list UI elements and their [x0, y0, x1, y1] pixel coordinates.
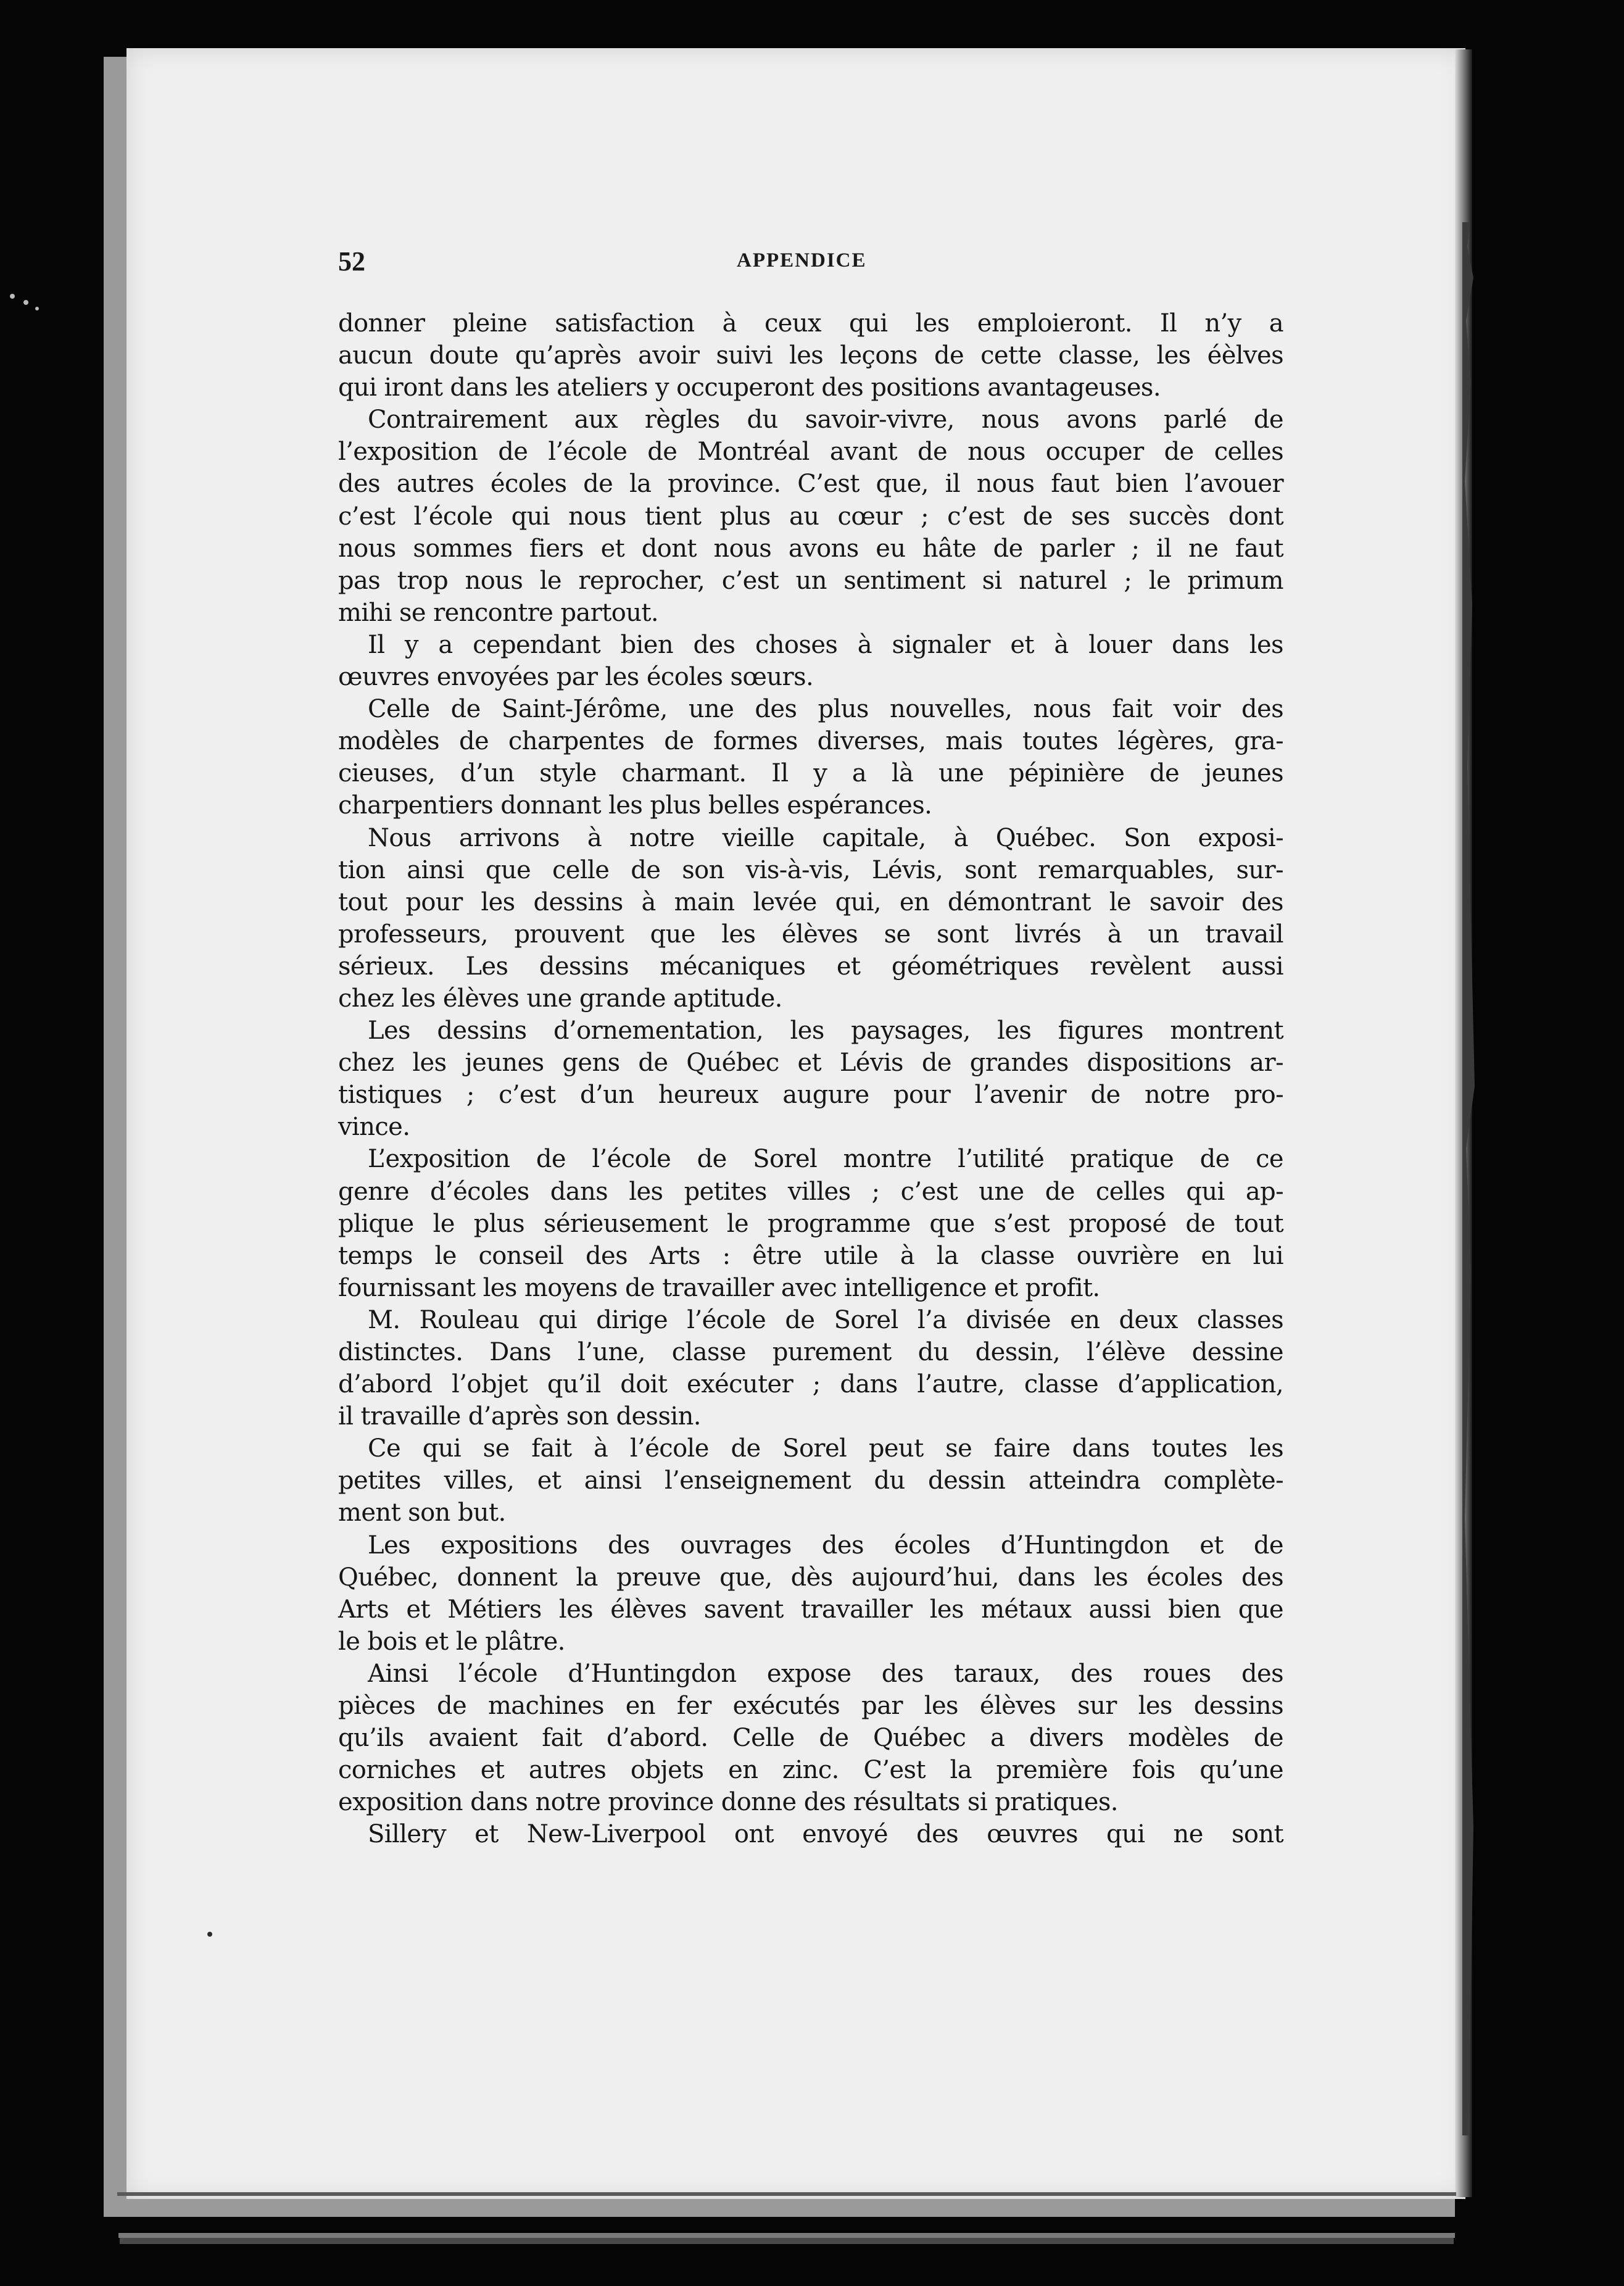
running-head: APPENDICE [737, 249, 867, 272]
text-line: petites villes, et ainsi l’enseignement du dessin atteindra complète- [338, 1466, 1283, 1495]
page-number: 52 [338, 246, 365, 276]
text-line: L’exposition de l’école de Sorel montre l’utilité pratique de ce [368, 1145, 1283, 1174]
text-line: tout pour les dessins à main levée qui, en démontrant le savoir des [338, 887, 1283, 916]
text-line: chez les jeunes gens de Québec et Lévis de grandes dispositions ar- [338, 1049, 1283, 1078]
margin-marks [0, 278, 68, 327]
text-line: d’abord l’objet qu’il doit exécuter ; dans l’autre, classe d’application, [338, 1370, 1283, 1399]
text-line: donner pleine satisfaction à ceux qui les emploieront. Il n’y a [338, 309, 1283, 338]
text-line: aucun doute qu’après avoir suivi les leçons de cette classe, les éèlves [338, 341, 1283, 370]
text-line: Les dessins d’ornementation, les paysages, les figures montrent [368, 1016, 1283, 1045]
text-line: qui iront dans les ateliers y occuperont des positions avantageuses. [338, 373, 1161, 402]
text-line: Ce qui se fait à l’école de Sorel peut se faire dans toutes les [368, 1434, 1283, 1463]
body-text [338, 307, 1283, 1851]
text-line: pièces de machines en fer exécutés par les élèves sur les dessins [338, 1692, 1283, 1721]
text-line: genre d’écoles dans les petites villes ; c’est une de celles qui ap- [338, 1177, 1283, 1206]
text-line: modèles de charpentes de formes diverses, mais toutes légères, gra- [338, 727, 1283, 756]
text-line: ment son but. [338, 1498, 506, 1527]
text-line: le bois et le plâtre. [338, 1627, 565, 1656]
text-line: c’est l’école qui nous tient plus au cœur ; c’est de ses succès dont [338, 502, 1283, 531]
text-line: nous sommes fiers et dont nous avons eu hâte de parler ; il ne faut [338, 534, 1283, 563]
text-line: il travaille d’après son dessin. [338, 1402, 701, 1431]
page-stack-bottom-edge [117, 2192, 1456, 2233]
page-header [338, 246, 1282, 283]
text-line: Contrairement aux règles du savoir-vivre, nous avons parlé de [368, 405, 1283, 434]
text-line: corniches et autres objets en zinc. C’est la première fois qu’une [338, 1756, 1283, 1785]
text-line: M. Rouleau qui dirige l’école de Sorel l’a divisée en deux classes [368, 1305, 1283, 1334]
text-line: chez les élèves une grande aptitude. [338, 984, 782, 1013]
text-line: qu’ils avaient fait d’abord. Celle de Québec a divers modèles de [338, 1724, 1283, 1753]
text-line: Québec, donnent la preuve que, dès aujourd’hui, dans les écoles des [338, 1563, 1283, 1592]
text-line: cieuses, d’un style charmant. Il y a là une pépinière de jeunes [338, 759, 1283, 788]
text-line: charpentiers donnant les plus belles espérances. [338, 791, 932, 820]
text-line: Nous arrivons à notre vieille capitale, à Québec. Son exposi- [368, 823, 1283, 852]
text-line: pas trop nous le reprocher, c’est un sentiment si naturel ; le primum [338, 566, 1283, 595]
text-line: tistiques ; c’est d’un heureux augure pour l’avenir de notre pro- [338, 1081, 1283, 1110]
text-line: fournissant les moyens de travailler avec intelligence et profit. [338, 1273, 1100, 1302]
text-line: vince. [338, 1113, 410, 1142]
text-line: plique le plus sérieusement le programme que s’est proposé de tout [338, 1209, 1283, 1238]
text-line: œuvres envoyées par les écoles sœurs. [338, 663, 814, 692]
text-line: Ainsi l’école d’Huntingdon expose des taraux, des roues des [368, 1659, 1283, 1688]
text-line: exposition dans notre province donne des résultats si pratiques. [338, 1788, 1118, 1817]
text-line: distinctes. Dans l’une, classe purement du dessin, l’élève dessine [338, 1338, 1283, 1366]
text-line: l’exposition de l’école de Montréal avant de nous occuper de celles [338, 438, 1283, 467]
text-line: des autres écoles de la province. C’est que, il nous faut bien l’avouer [338, 470, 1283, 499]
text-line: mihi se rencontre partout. [338, 598, 658, 627]
ink-speck [207, 1932, 212, 1937]
text-line: Les expositions des ouvrages des écoles d’Huntingdon et de [368, 1531, 1283, 1560]
text-line: Il y a cependant bien des choses à signaler et à louer dans les [368, 630, 1283, 659]
text-line: temps le conseil des Arts : être utile à la classe ouvrière en lui [338, 1241, 1283, 1270]
text-line: Celle de Saint-Jérôme, une des plus nouvelles, nous fait voir des [368, 695, 1283, 724]
page-edge-tears [1462, 222, 1481, 2135]
text-line: sérieux. Les dessins mécaniques et géométriques revèlent aussi [338, 952, 1283, 981]
text-line: professeurs, prouvent que les élèves se sont livrés à un travail [338, 920, 1283, 949]
text-line: tion ainsi que celle de son vis-à-vis, Lévis, sont remarquables, sur- [338, 855, 1283, 884]
text-line: Sillery et New-Liverpool ont envoyé des œuvres qui ne sont [368, 1820, 1283, 1849]
text-line: Arts et Métiers les élèves savent travailler les métaux aussi bien que [338, 1595, 1283, 1624]
